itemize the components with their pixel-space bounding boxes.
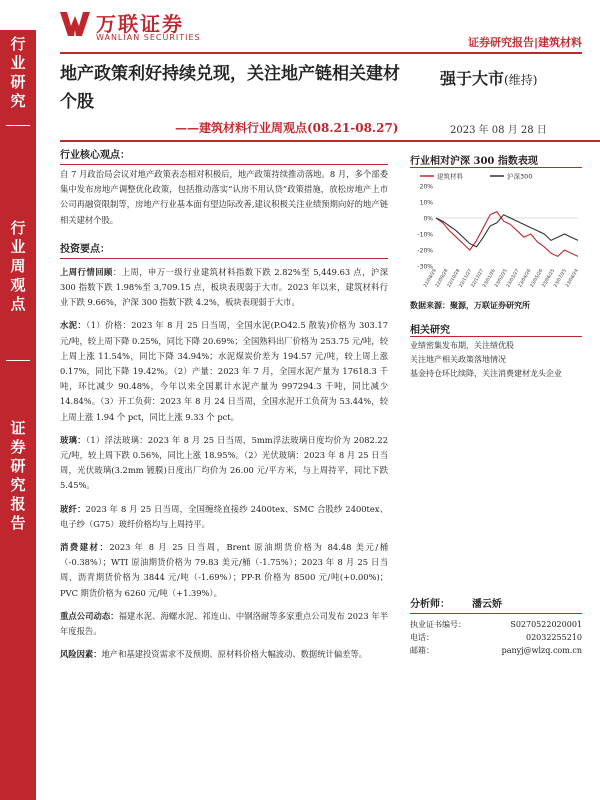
logo-icon [60,10,90,38]
analyst-cert-row [410,618,582,631]
relative-performance-chart [410,170,582,298]
para-text: （1）浮法玻璃：2023 年 8 月 25 日当周，5mm浮法玻璃日度均价为 2082.22 元/吨，较上周下跌 0.56%，同比上涨 18.95%。（2）光伏玻璃：2023 年 8 月 25 日当周，光伏玻璃(3.2mm 镀膜)日度出厂均价为 26.00 元/平方米，与上周持平，同比下跌 5.45%。 [60,434,388,491]
series-line [436,215,578,247]
x-tick-label: 22/09/28 [435,268,450,289]
para-label: 消费建材： [60,542,110,553]
series-line [436,212,578,257]
x-tick-label: 23/07/25 [553,268,568,289]
core-text: 自 7 月政治局会议对地产政策表态相对积极后，地产政策持续推动落地。8 月，多个部委集中发布房地产调整优化政策，包括推动落实“认房不用认贷”政策措施，放松房地产上市公司再融资限制等，房地产行业基本面有望边际改善,建议积极关注业绩预期向好的地产链相关建材个股。 [60,169,388,225]
section-rule [410,167,582,168]
side-bar [0,30,36,800]
para-label: 风险因素： [60,649,102,660]
analyst-header [410,595,582,610]
report-title: 地产政策利好持续兑现，关注地产链相关建材个股 [60,64,400,112]
para-company-news [60,609,388,639]
chart-title: 行业相对沪深 300 指数表现 [410,156,538,167]
side-divider [6,125,30,126]
section-rule [60,164,388,165]
x-tick-label: 23/04/26 [517,268,533,289]
para-text: 地产和基建投资需求不及预期、原材料价格大幅波动、数据统计偏差等。 [101,649,368,660]
y-tick-label: 10% [419,199,433,207]
invest-heading: 投资要点： [60,243,110,255]
chart-source-text: 数据来源：聚源，万联证券研究所 [410,300,530,310]
para-text: ：上周，申万一级行业建筑材料指数下跌 2.82%至 5,449.63 点，沪深 300 指数下跌 1.98%至 3,709.15 点，板块表现弱于大市。2023 年以来，建筑材料行业下跌 9.66%，沪深 300 指数下跌 4.2%，板块表现弱于大市。 [60,266,388,308]
analyst-name: 潘云娇 [472,599,502,610]
analyst-role: 分析师： [410,599,450,610]
analyst-row-label: 执业证书编号： [410,620,466,629]
legend-label: 建筑材料 [437,172,463,181]
related-item[interactable]: 基金持仓环比续降，关注消费建材龙头企业 [410,369,562,378]
legend-label: 沪深300 [507,172,533,181]
side-label-securities-report: 证券研究报告 [8,420,27,534]
analyst-row-label: 邮箱： [410,646,434,655]
main-content [60,148,388,662]
related-item[interactable]: 关注地产相关政策落地情况 [410,355,506,364]
x-tick-label: 22/10/28 [446,268,462,289]
para-cement [60,318,388,424]
para-risk [60,647,388,662]
para-text: （1）价格：2023 年 8 月 25 日当周，全国水泥(P.O42.5 散装)价格为 303.17 元/吨，较上周下降 0.25%，同比下降 20.69%；全国熟料出厂价格为 253.75 元/吨，较上周上涨 11.54%，同比下降 34.94%；水泥煤炭价差为 194.57 元/吨，较上周上涨 0.17%，同比下降 19.42%。（2）产量：2023 年 7 月，全国水泥产量为 17618.3 千吨，环比减少 90.48%，今年以来全国累计水泥产量为 997294.3 千吨，同比减少 14.84%。（3）开工负荷：2023 年 8 月 24 日当周，全国水泥开工负荷为 53.44%，较上周上涨 1.94 个 pct，同比上涨 9.33 个 pct。 [60,320,388,422]
chart-svg [410,170,582,298]
para-label: 水泥： [60,320,87,331]
para-text: 2023 年 8 月 25 日当周，Brent 原油期货价格为 84.48 美元/桶（-0.38%）；WTI 原油期货价格为 79.83 美元/桶（-1.75%）；2023 年 8 月 25 日当周，沥青期货价格为 3844 元/吨（-1.69%）；PP-R 价格为 8500 元/吨(+0.00%)；PVC 期货价格为 6260 元/吨（+1.39%）。 [60,542,388,598]
para-text: 2023 年 8 月 25 日当周，全国缠绕直接纱 2400tex、SMC 合股纱 2400tex、电子纱（G75）玻纤价格均与上周持平。 [60,503,388,529]
x-tick-label: 22/08/29 [423,268,438,289]
logo-text-cn: 万联证券 [96,12,184,36]
x-tick-label: 23/02/25 [494,268,509,289]
analyst-block [410,595,582,657]
header-rule [60,52,582,54]
analyst-row-label: 电话： [410,633,434,642]
x-tick-label: 23/03/27 [506,268,521,289]
y-tick-label: 20% [419,183,433,191]
side-panel [410,152,582,381]
related-item[interactable]: 业绩密集发布期，关注绩优股 [410,341,514,350]
y-tick-label: -10% [417,231,433,239]
analyst-row-value: S0270522020001 [510,620,582,629]
x-tick-label: 23/05/26 [529,268,545,289]
x-tick-label: 23/08/24 [565,268,580,289]
rating-note: (维持) [504,73,538,87]
para-label: 上周行情回顾 [60,266,113,277]
report-subtitle: ——建筑材料行业周观点(08.21-08.27) [175,121,399,135]
y-tick-label: -20% [417,247,433,255]
analyst-phone-row [410,631,582,644]
para-label: 玻纤： [60,503,86,514]
para-consumer-building [60,540,388,601]
side-divider [6,360,30,361]
chart-source [410,300,582,311]
para-market-review [60,265,388,311]
logo-text-en: WANLIAN SECURITIES [96,33,201,42]
x-tick-label: 22/11/27 [458,268,474,289]
core-heading: 行业核心观点： [60,150,130,161]
related-heading: 相关研究 [410,325,450,336]
para-label: 重点公司动态： [60,610,119,621]
para-glass-fiber [60,502,388,532]
rating [440,66,537,89]
x-tick-label: 23/06/25 [541,268,557,289]
doc-type: 证券研究报告|建筑材料 [467,36,582,49]
side-label-industry-research: 行业研究 [8,36,27,112]
report-date: 2023 年 08 月 28 日 [450,125,547,136]
side-label-weekly-view: 行业周观点 [8,220,27,315]
title-rule [60,140,600,142]
section-rule [410,336,582,337]
rating-value: 强于大市 [440,69,505,88]
y-tick-label: -30% [417,263,433,271]
analyst-row-value[interactable]: panyj@wlzq.com.cn [501,646,582,655]
y-tick-label: 0% [423,215,433,223]
analyst-row-value: 02032255210 [526,633,582,642]
x-tick-label: 23/01/26 [482,268,497,289]
x-tick-label: 22/12/27 [470,268,486,289]
para-text: 福建水泥、海螺水泥、祁连山、中钢洛耐等多家重点公司发布 2023 年半年度报告。 [60,610,388,637]
analyst-email-row [410,644,582,657]
analyst-rule [410,613,582,614]
section-rule [60,258,388,259]
para-label: 玻璃： [60,434,86,445]
para-glass [60,433,388,494]
